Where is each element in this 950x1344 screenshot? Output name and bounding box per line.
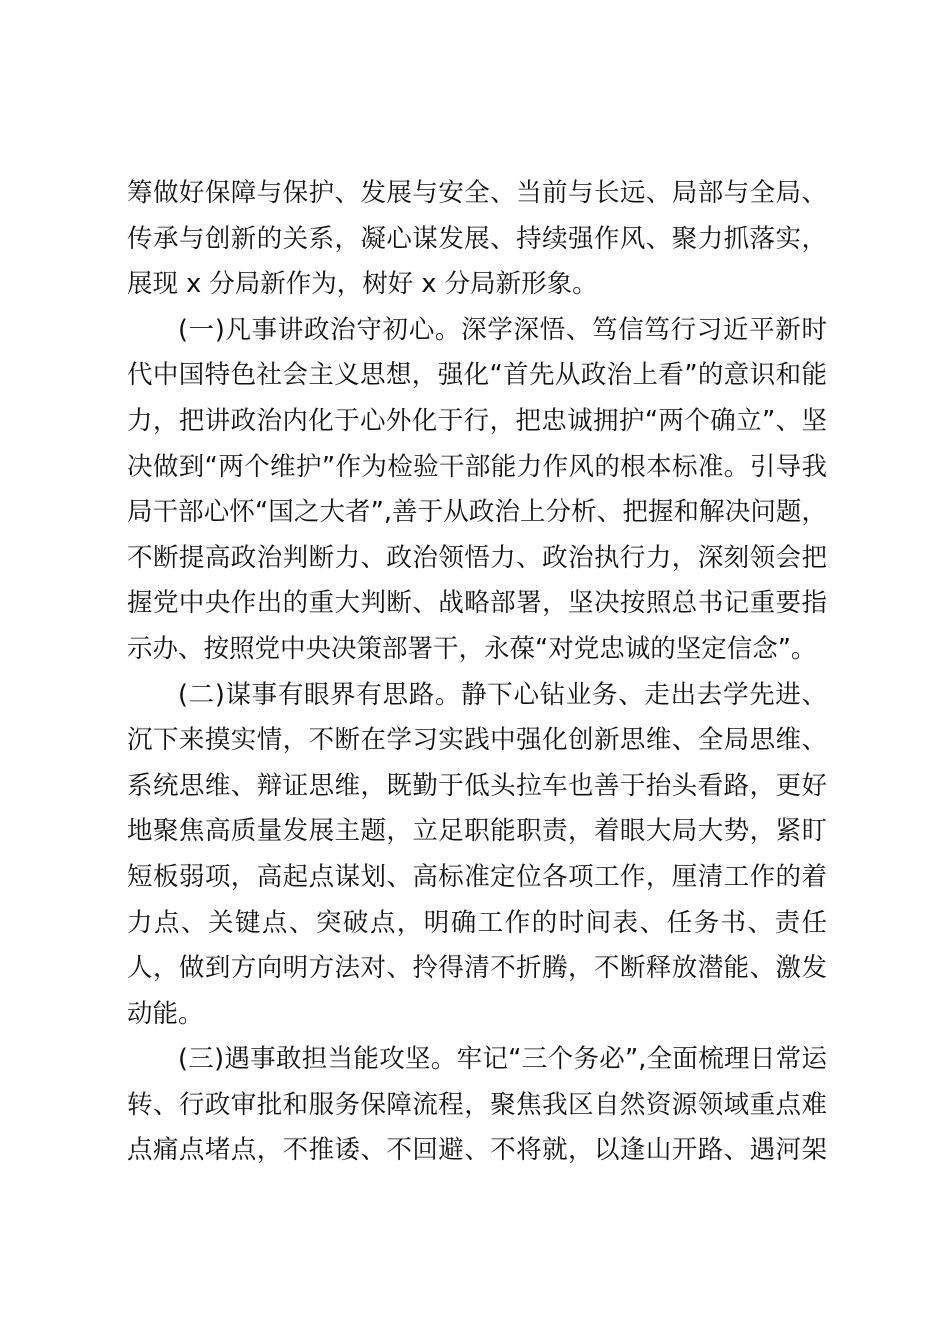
text-line: 地聚焦高质量发展主题，立足职能职责，着眼大局大势，紧盯: [127, 816, 827, 847]
text-line: 转、行政审批和服务保障流程，聚焦我区自然资源领域重点难: [127, 1089, 827, 1120]
text-line: 示办、按照党中央决策部署干，永葆“对党忠诚的坚定信念”。: [127, 633, 817, 664]
text-line: 力，把讲政治内化于心外化于行，把忠诚拥护“两个确立”、坚: [127, 405, 827, 436]
text-line: 传承与创新的关系，凝心谋发展、持续强作风、聚力抓落实，: [127, 223, 827, 254]
text-line: 短板弱项，高起点谋划、高标准定位各项工作，厘清工作的着: [127, 861, 827, 892]
text-line: 展现 x 分局新作为，树好 x 分局新形象。: [127, 269, 598, 300]
text-line: 点痛点堵点，不推诿、不回避、不将就，以逢山开路、遇河架: [127, 1135, 827, 1166]
text-line: 动能。: [127, 998, 204, 1029]
text-line: 力点、关键点、突破点，明确工作的时间表、任务书、责任: [127, 907, 827, 938]
paragraph-section-3: [127, 1037, 827, 1174]
text-line: 局干部心怀“国之大者”,善于从政治上分析、把握和解决问题，: [127, 497, 827, 528]
paragraph-intro: [127, 171, 827, 308]
text-line: 沉下来摸实情，不断在学习实践中强化创新思维、全局思维、: [127, 725, 827, 756]
text-line: 代中国特色社会主义思想，强化“首先从政治上看”的意识和能: [127, 360, 827, 391]
paragraph-section-1: [127, 308, 827, 673]
text-line: 人，做到方向明方法对、拎得清不折腾，不断释放潜能、激发: [127, 953, 827, 984]
section-heading-line: (三)遇事敢担当能攻坚。牢记“三个务必”,全面梳理日常运: [178, 1044, 827, 1075]
text-line: 系统思维、辩证思维，既勤于低头拉车也善于抬头看路，更好: [127, 770, 827, 801]
paragraph-section-2: [127, 673, 827, 1038]
section-heading-line: (一)凡事讲政治守初心。深学深悟、笃信笃行习近平新时: [178, 314, 827, 345]
text-line: 不断提高政治判断力、政治领悟力、政治执行力，深刻领会把: [127, 542, 827, 573]
text-line: 握党中央作出的重大判断、战略部署，坚决按照总书记重要指: [127, 588, 827, 619]
text-line: 筹做好保障与保护、发展与安全、当前与长远、局部与全局、: [127, 178, 827, 208]
section-heading-line: (二)谋事有眼界有思路。静下心钻业务、走出去学先进、: [178, 679, 827, 710]
text-line: 决做到“两个维护”作为检验干部能力作风的根本标准。引导我: [127, 451, 827, 482]
document-body: [127, 171, 827, 1174]
